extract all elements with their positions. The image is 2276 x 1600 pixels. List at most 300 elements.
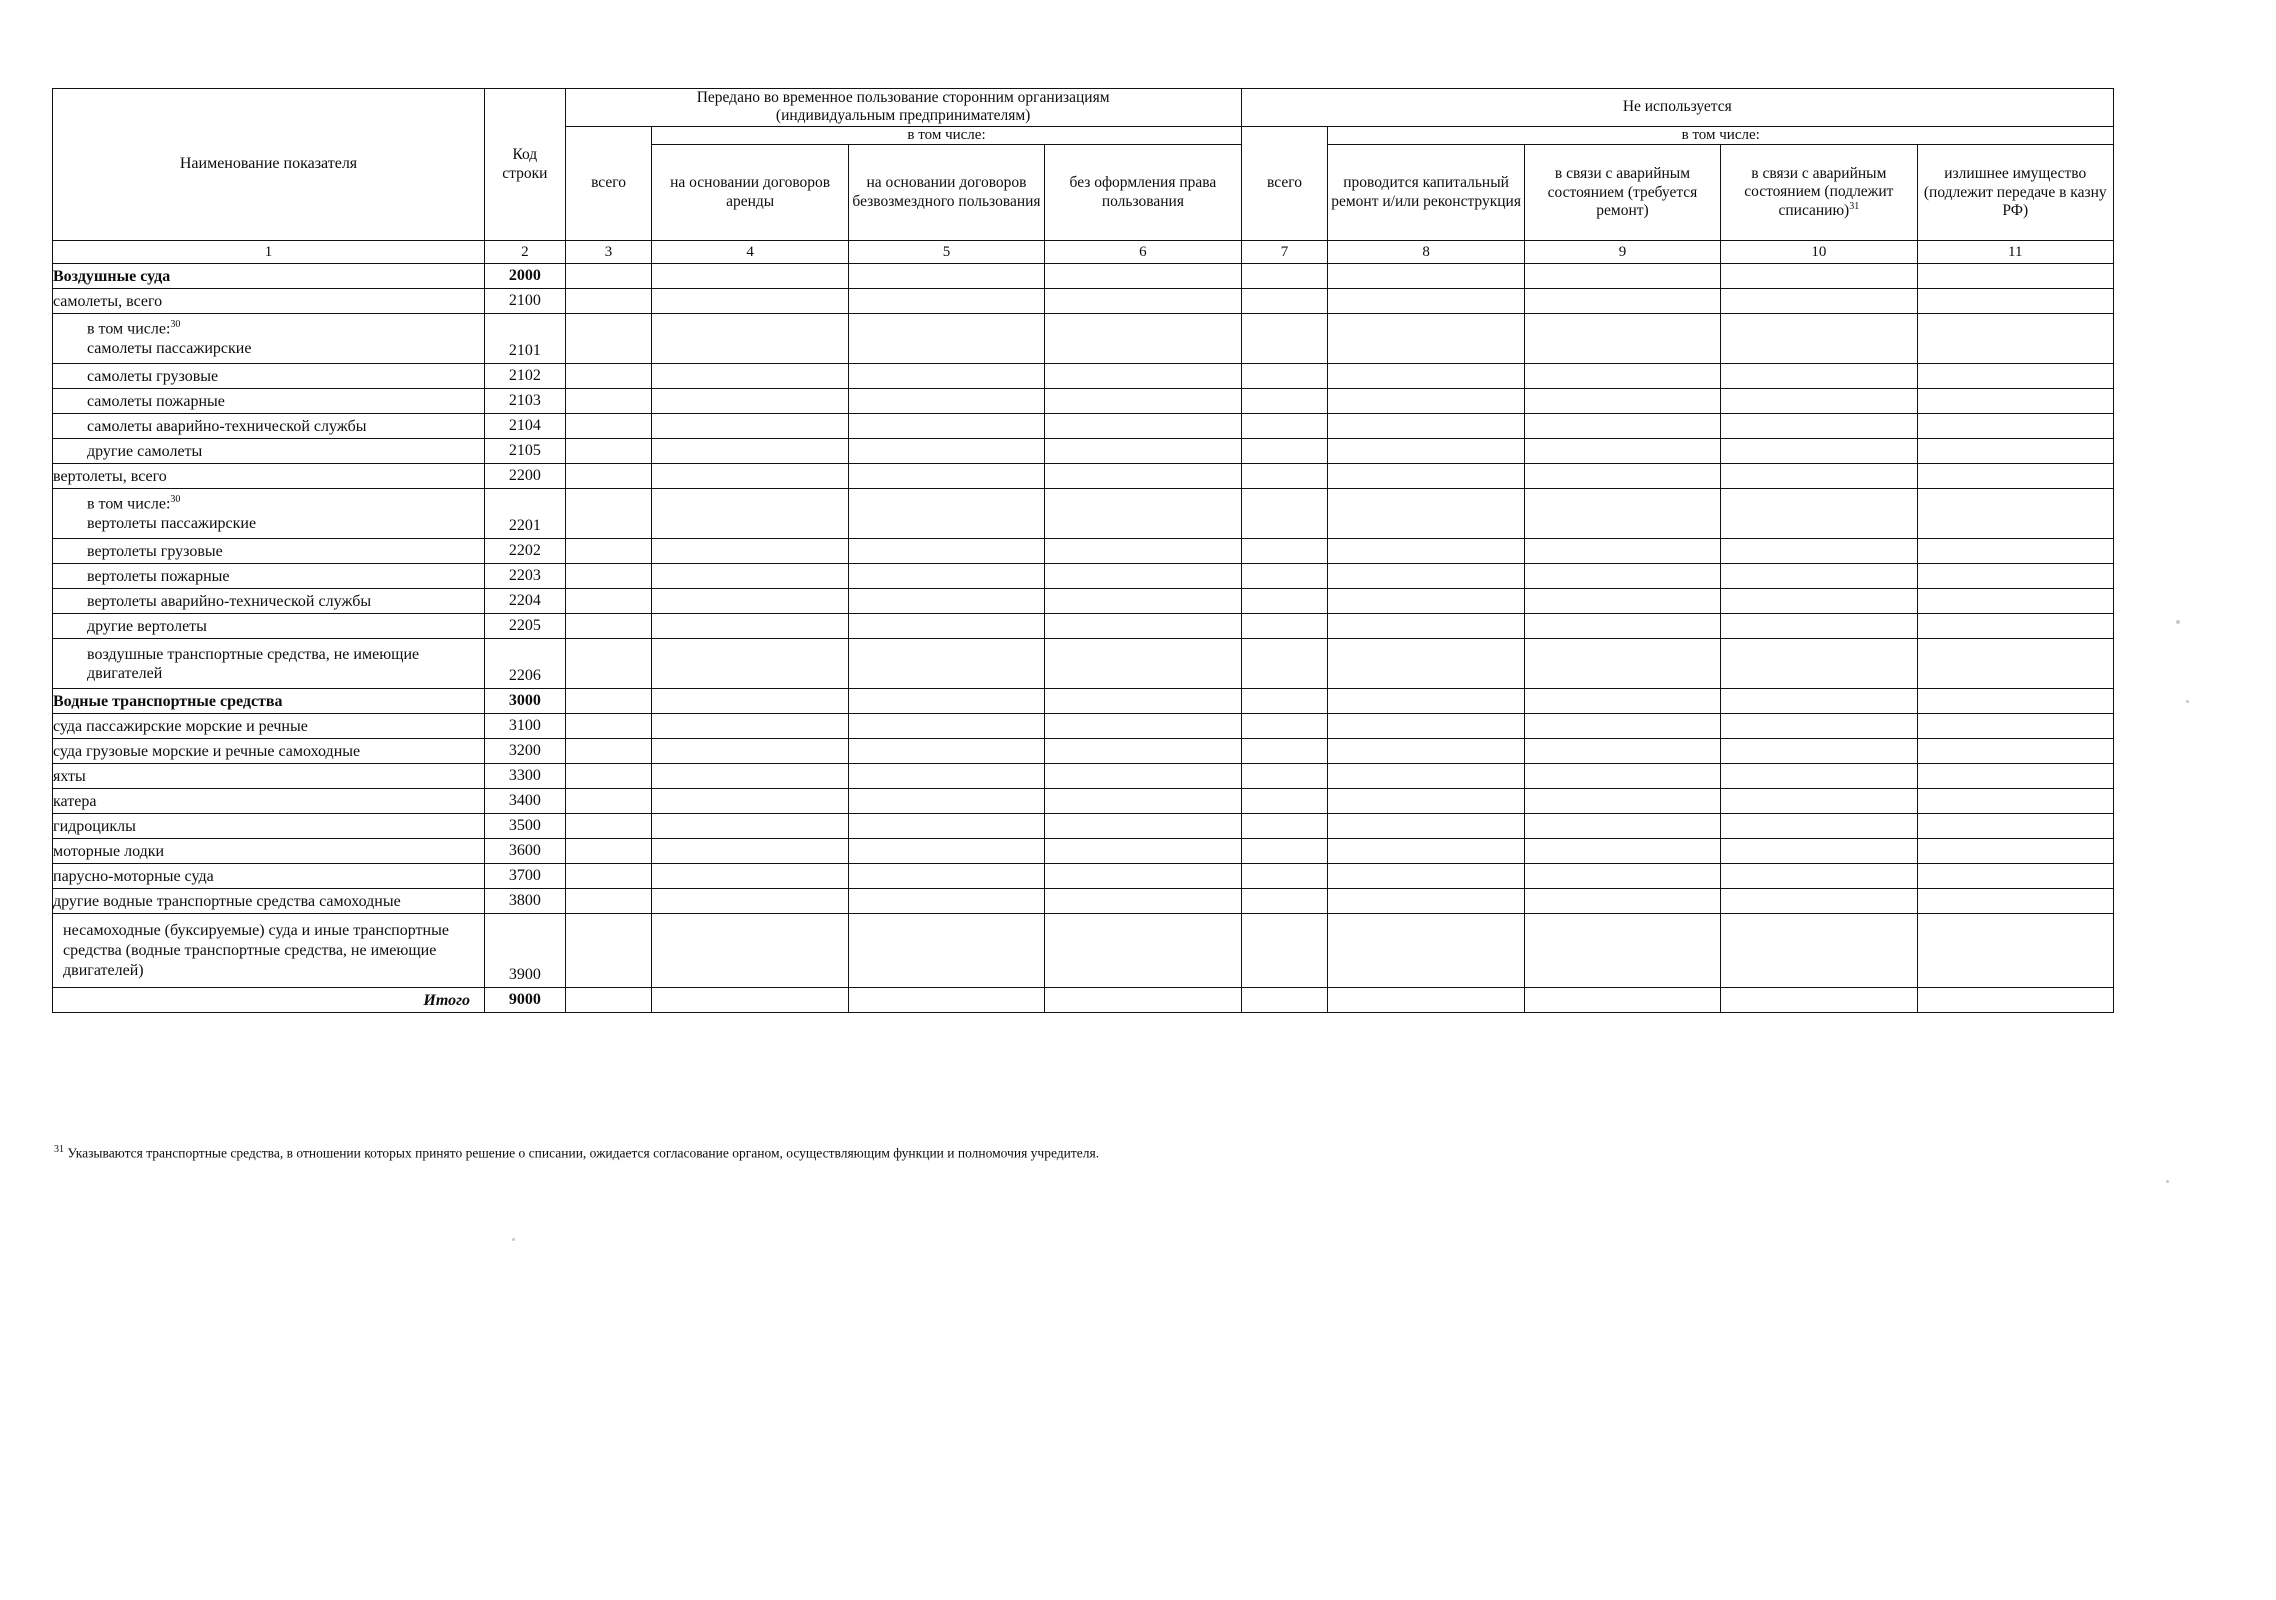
col-group-transferred <box>565 89 1241 127</box>
col-num-1: 1 <box>53 241 485 264</box>
col-header-code <box>485 89 566 241</box>
row-code: 3300 <box>485 764 566 789</box>
cell-c6[interactable] <box>1045 389 1241 414</box>
table-row <box>53 539 2114 564</box>
table-row <box>53 564 2114 589</box>
col-num-5: 5 <box>848 241 1044 264</box>
cell-c9[interactable] <box>1524 889 1720 914</box>
cell-c11[interactable] <box>1917 364 2113 389</box>
cell-c11[interactable] <box>1917 714 2113 739</box>
cell-c4[interactable] <box>652 639 848 689</box>
cell-c3[interactable] <box>565 789 652 814</box>
cell-c11[interactable] <box>1917 389 2113 414</box>
table-row <box>53 814 2114 839</box>
cell-c4[interactable] <box>652 839 848 864</box>
cell-c8[interactable] <box>1328 489 1524 539</box>
cell-c7[interactable] <box>1241 864 1328 889</box>
cell-c6[interactable] <box>1045 464 1241 489</box>
cell-c10[interactable] <box>1721 889 1917 914</box>
row-label: вертолеты грузовые <box>53 539 485 564</box>
row-label-footnote-mark: 30 <box>170 319 181 331</box>
cell-c9[interactable] <box>1524 589 1720 614</box>
table-head <box>53 89 2114 264</box>
row-code: 2205 <box>485 614 566 639</box>
cell-c4[interactable] <box>652 914 848 988</box>
cell-c5[interactable] <box>848 364 1044 389</box>
cell-c4[interactable] <box>652 689 848 714</box>
cell-c3[interactable] <box>565 639 652 689</box>
cell-c8[interactable] <box>1328 639 1524 689</box>
cell-c7[interactable] <box>1241 614 1328 639</box>
cell-c11[interactable] <box>1917 314 2113 364</box>
cell-c11[interactable] <box>1917 739 2113 764</box>
cell-c5[interactable] <box>848 689 1044 714</box>
cell-c4[interactable] <box>652 864 848 889</box>
cell-c6[interactable] <box>1045 889 1241 914</box>
cell-c5[interactable] <box>848 814 1044 839</box>
cell-c7[interactable] <box>1241 739 1328 764</box>
cell-c8[interactable] <box>1328 314 1524 364</box>
cell-c9[interactable] <box>1524 714 1720 739</box>
cell-c6[interactable] <box>1045 439 1241 464</box>
cell-c8[interactable] <box>1328 889 1524 914</box>
cell-c4[interactable] <box>652 789 848 814</box>
col-num-4: 4 <box>652 241 848 264</box>
row-code: 2203 <box>485 564 566 589</box>
cell-c10[interactable] <box>1721 539 1917 564</box>
cell-c3[interactable] <box>565 539 652 564</box>
scan-speck <box>2176 620 2180 624</box>
cell-c9[interactable] <box>1524 764 1720 789</box>
cell-c10[interactable] <box>1721 614 1917 639</box>
cell-c3[interactable] <box>565 839 652 864</box>
cell-c4[interactable] <box>652 889 848 914</box>
cell-c3[interactable] <box>565 714 652 739</box>
cell-c8[interactable] <box>1328 289 1524 314</box>
row-code: 3800 <box>485 889 566 914</box>
cell-c3[interactable] <box>565 589 652 614</box>
cell-c10[interactable] <box>1721 988 1917 1013</box>
table-row <box>53 614 2114 639</box>
cell-c3[interactable] <box>565 464 652 489</box>
cell-c7[interactable] <box>1241 564 1328 589</box>
cell-c7[interactable] <box>1241 389 1328 414</box>
cell-c6[interactable] <box>1045 739 1241 764</box>
table-row <box>53 289 2114 314</box>
cell-c9[interactable] <box>1524 564 1720 589</box>
cell-c7[interactable] <box>1241 589 1328 614</box>
cell-c3[interactable] <box>565 764 652 789</box>
cell-c11[interactable] <box>1917 414 2113 439</box>
cell-c10[interactable] <box>1721 389 1917 414</box>
cell-c5[interactable] <box>848 464 1044 489</box>
cell-c7[interactable] <box>1241 414 1328 439</box>
row-label: другие самолеты <box>53 439 485 464</box>
cell-c8[interactable] <box>1328 464 1524 489</box>
cell-c8[interactable] <box>1328 389 1524 414</box>
table-row <box>53 589 2114 614</box>
cell-c4[interactable] <box>652 264 848 289</box>
cell-c6[interactable] <box>1045 988 1241 1013</box>
cell-c11[interactable] <box>1917 264 2113 289</box>
cell-c10[interactable] <box>1721 464 1917 489</box>
cell-c6[interactable] <box>1045 864 1241 889</box>
table-row <box>53 914 2114 988</box>
cell-c9[interactable] <box>1524 739 1720 764</box>
col-header-transferred-total: всего <box>565 126 652 241</box>
cell-c3[interactable] <box>565 364 652 389</box>
table-row <box>53 364 2114 389</box>
row-label-footnote-mark: 30 <box>170 494 181 506</box>
cell-c7[interactable] <box>1241 814 1328 839</box>
row-code: 3700 <box>485 864 566 889</box>
cell-c3[interactable] <box>565 389 652 414</box>
cell-c7[interactable] <box>1241 464 1328 489</box>
scan-speck <box>2186 700 2189 703</box>
cell-c11[interactable] <box>1917 839 2113 864</box>
cell-c9[interactable] <box>1524 439 1720 464</box>
cell-c8[interactable] <box>1328 414 1524 439</box>
cell-c8[interactable] <box>1328 264 1524 289</box>
cell-c4[interactable] <box>652 289 848 314</box>
cell-c5[interactable] <box>848 439 1044 464</box>
cell-c10[interactable] <box>1721 489 1917 539</box>
cell-c4[interactable] <box>652 464 848 489</box>
cell-c11[interactable] <box>1917 814 2113 839</box>
cell-c8[interactable] <box>1328 689 1524 714</box>
row-label-intro <box>87 494 484 514</box>
col-num-6: 6 <box>1045 241 1241 264</box>
cell-c3[interactable] <box>565 689 652 714</box>
cell-c11[interactable] <box>1917 614 2113 639</box>
cell-c7[interactable] <box>1241 914 1328 988</box>
cell-c7[interactable] <box>1241 889 1328 914</box>
cell-c3[interactable] <box>565 814 652 839</box>
cell-c10[interactable] <box>1721 564 1917 589</box>
cell-c4[interactable] <box>652 364 848 389</box>
cell-c7[interactable] <box>1241 264 1328 289</box>
cell-c3[interactable] <box>565 864 652 889</box>
cell-c3[interactable] <box>565 264 652 289</box>
cell-c8[interactable] <box>1328 764 1524 789</box>
row-label: моторные лодки <box>53 839 485 864</box>
row-code: 2105 <box>485 439 566 464</box>
row-code: 2202 <box>485 539 566 564</box>
cell-c11[interactable] <box>1917 988 2113 1013</box>
col-num-11: 11 <box>1917 241 2113 264</box>
col-header-capital-repair: проводится капитальный ремонт и/или реконструкция <box>1328 145 1524 241</box>
cell-c9[interactable] <box>1524 489 1720 539</box>
cell-c5[interactable] <box>848 739 1044 764</box>
cell-c11[interactable] <box>1917 914 2113 988</box>
row-label: парусно-моторные суда <box>53 864 485 889</box>
row-code: 3000 <box>485 689 566 714</box>
col-subgroup-unused-in-that-number: в том числе: <box>1328 126 2114 145</box>
cell-c10[interactable] <box>1721 289 1917 314</box>
cell-c7[interactable] <box>1241 439 1328 464</box>
cell-c11[interactable] <box>1917 439 2113 464</box>
cell-c9[interactable] <box>1524 864 1720 889</box>
cell-c9[interactable] <box>1524 464 1720 489</box>
row-code: 2100 <box>485 289 566 314</box>
cell-c7[interactable] <box>1241 988 1328 1013</box>
cell-c8[interactable] <box>1328 864 1524 889</box>
row-label: Водные транспортные средства <box>53 689 485 714</box>
cell-c11[interactable] <box>1917 289 2113 314</box>
cell-c5[interactable] <box>848 764 1044 789</box>
cell-c4[interactable] <box>652 314 848 364</box>
cell-c5[interactable] <box>848 988 1044 1013</box>
cell-c5[interactable] <box>848 489 1044 539</box>
row-label-intro <box>87 319 484 339</box>
cell-c8[interactable] <box>1328 614 1524 639</box>
cell-c6[interactable] <box>1045 539 1241 564</box>
cell-c3[interactable] <box>565 489 652 539</box>
col-header-free-use: на основании договоров безвозмездного пользования <box>848 145 1044 241</box>
cell-c7[interactable] <box>1241 764 1328 789</box>
table-row <box>53 314 2114 364</box>
row-label: суда пассажирские морские и речные <box>53 714 485 739</box>
cell-c10[interactable] <box>1721 864 1917 889</box>
cell-c9[interactable] <box>1524 364 1720 389</box>
cell-c5[interactable] <box>848 714 1044 739</box>
cell-c11[interactable] <box>1917 539 2113 564</box>
cell-c10[interactable] <box>1721 414 1917 439</box>
row-label-main: вертолеты пассажирские <box>87 514 257 532</box>
col-header-unused-total: всего <box>1241 126 1328 241</box>
row-code: 2102 <box>485 364 566 389</box>
row-code: 3400 <box>485 789 566 814</box>
cell-c7[interactable] <box>1241 364 1328 389</box>
cell-c3[interactable] <box>565 564 652 589</box>
cell-c5[interactable] <box>848 614 1044 639</box>
cell-c7[interactable] <box>1241 839 1328 864</box>
cell-c9[interactable] <box>1524 314 1720 364</box>
table-row <box>53 714 2114 739</box>
cell-c10[interactable] <box>1721 639 1917 689</box>
cell-c4[interactable] <box>652 489 848 539</box>
cell-c6[interactable] <box>1045 839 1241 864</box>
header-row-1 <box>53 89 2114 127</box>
cell-c6[interactable] <box>1045 714 1241 739</box>
cell-c9[interactable] <box>1524 539 1720 564</box>
cell-c7[interactable] <box>1241 689 1328 714</box>
cell-c9[interactable] <box>1524 839 1720 864</box>
cell-c8[interactable] <box>1328 839 1524 864</box>
cell-c9[interactable] <box>1524 639 1720 689</box>
row-label: другие вертолеты <box>53 614 485 639</box>
cell-c5[interactable] <box>848 314 1044 364</box>
cell-c4[interactable] <box>652 988 848 1013</box>
row-code: 3900 <box>485 914 566 988</box>
row-label: самолеты пожарные <box>53 389 485 414</box>
footnote-text: Указываются транспортные средства, в отношении которых принято решение о списании, ожидается согласование органом, осуществляющим функции и полномочия учредителя. <box>67 1145 1100 1161</box>
cell-c5[interactable] <box>848 414 1044 439</box>
row-label: вертолеты пожарные <box>53 564 485 589</box>
cell-c7[interactable] <box>1241 314 1328 364</box>
cell-c5[interactable] <box>848 564 1044 589</box>
cell-c9[interactable] <box>1524 614 1720 639</box>
cell-c3[interactable] <box>565 988 652 1013</box>
cell-c4[interactable] <box>652 714 848 739</box>
cell-c3[interactable] <box>565 914 652 988</box>
cell-c5[interactable] <box>848 839 1044 864</box>
cell-c6[interactable] <box>1045 814 1241 839</box>
cell-c6[interactable] <box>1045 614 1241 639</box>
row-label-intro-text: в том числе: <box>87 320 171 338</box>
cell-c4[interactable] <box>652 414 848 439</box>
cell-c4[interactable] <box>652 439 848 464</box>
cell-c9[interactable] <box>1524 389 1720 414</box>
row-label: вертолеты, всего <box>53 464 485 489</box>
col-header-code-line1: Код <box>512 146 538 164</box>
cell-c4[interactable] <box>652 564 848 589</box>
cell-c5[interactable] <box>848 389 1044 414</box>
cell-c4[interactable] <box>652 814 848 839</box>
cell-c10[interactable] <box>1721 264 1917 289</box>
cell-c10[interactable] <box>1721 364 1917 389</box>
cell-c10[interactable] <box>1721 689 1917 714</box>
cell-c3[interactable] <box>565 439 652 464</box>
cell-c6[interactable] <box>1045 689 1241 714</box>
cell-c6[interactable] <box>1045 914 1241 988</box>
cell-c10[interactable] <box>1721 914 1917 988</box>
cell-c8[interactable] <box>1328 439 1524 464</box>
row-code: 2204 <box>485 589 566 614</box>
cell-c10[interactable] <box>1721 739 1917 764</box>
cell-c6[interactable] <box>1045 639 1241 689</box>
cell-c8[interactable] <box>1328 714 1524 739</box>
cell-c8[interactable] <box>1328 539 1524 564</box>
cell-c5[interactable] <box>848 889 1044 914</box>
cell-c4[interactable] <box>652 614 848 639</box>
cell-c10[interactable] <box>1721 814 1917 839</box>
cell-c9[interactable] <box>1524 814 1720 839</box>
cell-c11[interactable] <box>1917 889 2113 914</box>
cell-c10[interactable] <box>1721 439 1917 464</box>
cell-c3[interactable] <box>565 414 652 439</box>
cell-c4[interactable] <box>652 539 848 564</box>
table-row <box>53 689 2114 714</box>
cell-c6[interactable] <box>1045 414 1241 439</box>
cell-c3[interactable] <box>565 614 652 639</box>
cell-c3[interactable] <box>565 889 652 914</box>
scan-speck <box>512 1238 515 1241</box>
cell-c5[interactable] <box>848 589 1044 614</box>
transport-report-table <box>52 88 2114 1013</box>
cell-c11[interactable] <box>1917 764 2113 789</box>
column-number-row <box>53 241 2114 264</box>
table-row <box>53 764 2114 789</box>
cell-c5[interactable] <box>848 289 1044 314</box>
cell-c4[interactable] <box>652 764 848 789</box>
cell-c10[interactable] <box>1721 764 1917 789</box>
cell-c8[interactable] <box>1328 789 1524 814</box>
cell-c7[interactable] <box>1241 539 1328 564</box>
cell-c9[interactable] <box>1524 414 1720 439</box>
cell-c5[interactable] <box>848 789 1044 814</box>
cell-c11[interactable] <box>1917 589 2113 614</box>
cell-c10[interactable] <box>1721 789 1917 814</box>
cell-c10[interactable] <box>1721 839 1917 864</box>
col-header-lease: на основании договоров аренды <box>652 145 848 241</box>
cell-c5[interactable] <box>848 864 1044 889</box>
cell-c9[interactable] <box>1524 988 1720 1013</box>
cell-c9[interactable] <box>1524 264 1720 289</box>
cell-c6[interactable] <box>1045 264 1241 289</box>
cell-c5[interactable] <box>848 914 1044 988</box>
cell-c11[interactable] <box>1917 489 2113 539</box>
cell-c6[interactable] <box>1045 564 1241 589</box>
table-row <box>53 264 2114 289</box>
cell-c3[interactable] <box>565 314 652 364</box>
cell-c5[interactable] <box>848 639 1044 689</box>
cell-c10[interactable] <box>1721 314 1917 364</box>
cell-c4[interactable] <box>652 589 848 614</box>
row-label: самолеты аварийно-технической службы <box>53 414 485 439</box>
row-label: вертолеты аварийно-технической службы <box>53 589 485 614</box>
cell-c11[interactable] <box>1917 564 2113 589</box>
cell-c8[interactable] <box>1328 988 1524 1013</box>
cell-c5[interactable] <box>848 264 1044 289</box>
cell-c9[interactable] <box>1524 689 1720 714</box>
cell-c4[interactable] <box>652 739 848 764</box>
cell-c11[interactable] <box>1917 639 2113 689</box>
cell-c9[interactable] <box>1524 789 1720 814</box>
cell-c8[interactable] <box>1328 589 1524 614</box>
cell-c9[interactable] <box>1524 914 1720 988</box>
row-label: катера <box>53 789 485 814</box>
cell-c8[interactable] <box>1328 564 1524 589</box>
cell-c6[interactable] <box>1045 314 1241 364</box>
cell-c8[interactable] <box>1328 364 1524 389</box>
cell-c7[interactable] <box>1241 714 1328 739</box>
cell-c11[interactable] <box>1917 689 2113 714</box>
cell-c7[interactable] <box>1241 289 1328 314</box>
row-code: 3500 <box>485 814 566 839</box>
col-group-unused: Не используется <box>1241 89 2113 127</box>
cell-c7[interactable] <box>1241 489 1328 539</box>
table-row <box>53 439 2114 464</box>
cell-c11[interactable] <box>1917 864 2113 889</box>
cell-c6[interactable] <box>1045 764 1241 789</box>
row-label: Воздушные суда <box>53 264 485 289</box>
col-header-surplus: излишнее имущество (подлежит передаче в казну РФ) <box>1917 145 2113 241</box>
cell-c6[interactable] <box>1045 289 1241 314</box>
cell-c8[interactable] <box>1328 814 1524 839</box>
cell-c11[interactable] <box>1917 464 2113 489</box>
cell-c3[interactable] <box>565 739 652 764</box>
table-row <box>53 639 2114 689</box>
cell-c10[interactable] <box>1721 714 1917 739</box>
cell-c8[interactable] <box>1328 739 1524 764</box>
cell-c7[interactable] <box>1241 639 1328 689</box>
cell-c5[interactable] <box>848 539 1044 564</box>
cell-c6[interactable] <box>1045 489 1241 539</box>
cell-c8[interactable] <box>1328 914 1524 988</box>
cell-c6[interactable] <box>1045 789 1241 814</box>
cell-c4[interactable] <box>652 389 848 414</box>
row-label-intro-text: в том числе: <box>87 495 171 513</box>
cell-c9[interactable] <box>1524 289 1720 314</box>
cell-c6[interactable] <box>1045 364 1241 389</box>
cell-c10[interactable] <box>1721 589 1917 614</box>
cell-c7[interactable] <box>1241 789 1328 814</box>
col-header-no-rights: без оформления права пользования <box>1045 145 1241 241</box>
cell-c6[interactable] <box>1045 589 1241 614</box>
cell-c11[interactable] <box>1917 789 2113 814</box>
cell-c3[interactable] <box>565 289 652 314</box>
